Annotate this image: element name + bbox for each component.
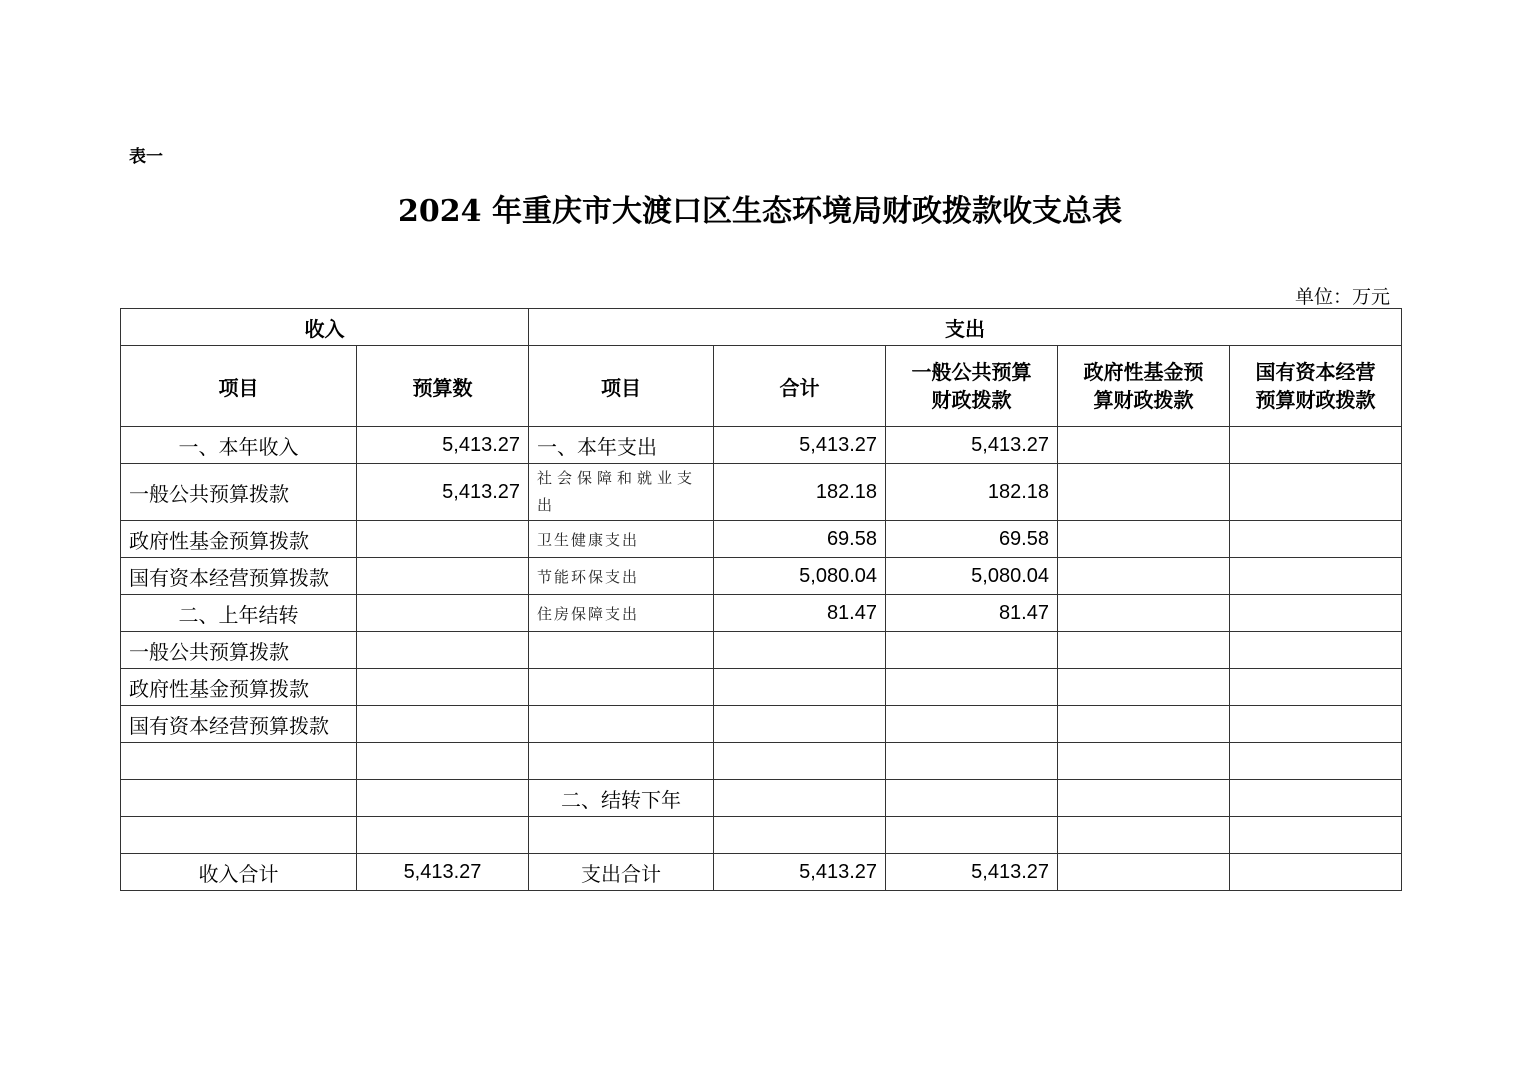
expense-item-cell bbox=[529, 632, 714, 669]
income-header: 收入 bbox=[121, 309, 529, 346]
expense-header: 支出 bbox=[529, 309, 1402, 346]
general-total-value: 5,413.27 bbox=[886, 854, 1058, 891]
header-row-1 bbox=[121, 309, 1402, 346]
state-capital-cell bbox=[1230, 780, 1402, 817]
income-budget-cell bbox=[357, 669, 529, 706]
totals-row bbox=[121, 854, 1402, 891]
expense-item-cell bbox=[529, 743, 714, 780]
state-capital-cell bbox=[1230, 632, 1402, 669]
total-cell bbox=[714, 743, 886, 780]
table-row bbox=[121, 427, 1402, 464]
table-row bbox=[121, 669, 1402, 706]
gov-fund-cell bbox=[1058, 632, 1230, 669]
income-item-cell: 政府性基金预算拨款 bbox=[121, 669, 357, 706]
gov-fund-cell bbox=[1058, 706, 1230, 743]
gov-fund-cell bbox=[1058, 669, 1230, 706]
income-budget-header: 预算数 bbox=[357, 346, 529, 427]
general-cell bbox=[886, 669, 1058, 706]
table-row bbox=[121, 743, 1402, 780]
gov-fund-cell bbox=[1058, 558, 1230, 595]
gov-fund-total-value bbox=[1058, 854, 1230, 891]
state-capital-cell bbox=[1230, 427, 1402, 464]
income-budget-cell bbox=[357, 558, 529, 595]
income-item-cell: 国有资本经营预算拨款 bbox=[121, 558, 357, 595]
general-budget-header: 一般公共预算财政拨款 bbox=[886, 346, 1058, 427]
income-item-cell: 国有资本经营预算拨款 bbox=[121, 706, 357, 743]
income-total-label: 收入合计 bbox=[121, 854, 357, 891]
income-item-cell: 一般公共预算拨款 bbox=[121, 464, 357, 521]
total-cell: 182.18 bbox=[714, 464, 886, 521]
table-label: 表一 bbox=[129, 147, 163, 167]
general-cell: 5,080.04 bbox=[886, 558, 1058, 595]
total-header: 合计 bbox=[714, 346, 886, 427]
expense-item-cell: 节能环保支出 bbox=[529, 558, 714, 595]
gov-fund-header: 政府性基金预算财政拨款 bbox=[1058, 346, 1230, 427]
expense-item-cell: 卫生健康支出 bbox=[529, 521, 714, 558]
expense-item-cell: 社会保障和就业支出 bbox=[529, 464, 714, 521]
total-cell bbox=[714, 780, 886, 817]
income-item-cell: 二、上年结转 bbox=[121, 595, 357, 632]
state-capital-cell bbox=[1230, 817, 1402, 854]
state-capital-cell bbox=[1230, 521, 1402, 558]
income-item-cell: 一、本年收入 bbox=[121, 427, 357, 464]
state-capital-cell bbox=[1230, 558, 1402, 595]
income-budget-cell bbox=[357, 595, 529, 632]
expense-item-cell: 一、本年支出 bbox=[529, 427, 714, 464]
income-item-cell: 一般公共预算拨款 bbox=[121, 632, 357, 669]
expense-total-label: 支出合计 bbox=[529, 854, 714, 891]
gov-fund-cell bbox=[1058, 521, 1230, 558]
income-budget-cell bbox=[357, 743, 529, 780]
income-budget-cell bbox=[357, 817, 529, 854]
unit-label: 单位：万元 bbox=[1294, 286, 1390, 308]
income-budget-cell bbox=[357, 780, 529, 817]
total-cell: 69.58 bbox=[714, 521, 886, 558]
gov-fund-cell bbox=[1058, 464, 1230, 521]
gov-fund-cell bbox=[1058, 817, 1230, 854]
total-cell bbox=[714, 669, 886, 706]
income-budget-cell: 5,413.27 bbox=[357, 464, 529, 521]
general-cell: 69.58 bbox=[886, 521, 1058, 558]
total-cell bbox=[714, 706, 886, 743]
general-cell bbox=[886, 780, 1058, 817]
income-budget-cell: 5,413.27 bbox=[357, 427, 529, 464]
state-capital-cell bbox=[1230, 464, 1402, 521]
total-cell: 81.47 bbox=[714, 595, 886, 632]
total-cell: 5,413.27 bbox=[714, 427, 886, 464]
income-total-value: 5,413.27 bbox=[357, 854, 529, 891]
total-cell: 5,080.04 bbox=[714, 558, 886, 595]
state-capital-cell bbox=[1230, 743, 1402, 780]
gov-fund-cell bbox=[1058, 743, 1230, 780]
table-row bbox=[121, 521, 1402, 558]
income-item-cell bbox=[121, 780, 357, 817]
income-item-header: 项目 bbox=[121, 346, 357, 427]
income-budget-cell bbox=[357, 632, 529, 669]
table-row bbox=[121, 780, 1402, 817]
general-cell: 5,413.27 bbox=[886, 427, 1058, 464]
table-row bbox=[121, 632, 1402, 669]
income-item-cell bbox=[121, 743, 357, 780]
table-row bbox=[121, 558, 1402, 595]
general-cell: 182.18 bbox=[886, 464, 1058, 521]
table-row bbox=[121, 817, 1402, 854]
table-row bbox=[121, 595, 1402, 632]
table-row bbox=[121, 706, 1402, 743]
header-row-2 bbox=[121, 346, 1402, 427]
general-cell bbox=[886, 743, 1058, 780]
page-title: 2024 年重庆市大渡口区生态环境局财政拨款收支总表 bbox=[398, 194, 1122, 229]
gov-fund-cell bbox=[1058, 780, 1230, 817]
state-capital-cell bbox=[1230, 706, 1402, 743]
state-capital-cell bbox=[1230, 669, 1402, 706]
state-capital-total-value bbox=[1230, 854, 1402, 891]
total-cell bbox=[714, 632, 886, 669]
gov-fund-cell bbox=[1058, 595, 1230, 632]
expense-total-value: 5,413.27 bbox=[714, 854, 886, 891]
general-cell bbox=[886, 632, 1058, 669]
expense-item-cell: 二、结转下年 bbox=[529, 780, 714, 817]
expense-item-cell bbox=[529, 706, 714, 743]
expense-item-header: 项目 bbox=[529, 346, 714, 427]
income-budget-cell bbox=[357, 521, 529, 558]
total-cell bbox=[714, 817, 886, 854]
income-budget-cell bbox=[357, 706, 529, 743]
general-cell bbox=[886, 706, 1058, 743]
gov-fund-cell bbox=[1058, 427, 1230, 464]
fiscal-summary-table bbox=[120, 308, 1402, 891]
income-item-cell: 政府性基金预算拨款 bbox=[121, 521, 357, 558]
general-cell bbox=[886, 817, 1058, 854]
income-item-cell bbox=[121, 817, 357, 854]
expense-item-cell: 住房保障支出 bbox=[529, 595, 714, 632]
general-cell: 81.47 bbox=[886, 595, 1058, 632]
table-row bbox=[121, 464, 1402, 521]
state-capital-cell bbox=[1230, 595, 1402, 632]
expense-item-cell bbox=[529, 817, 714, 854]
expense-item-cell bbox=[529, 669, 714, 706]
state-capital-header: 国有资本经营预算财政拨款 bbox=[1230, 346, 1402, 427]
